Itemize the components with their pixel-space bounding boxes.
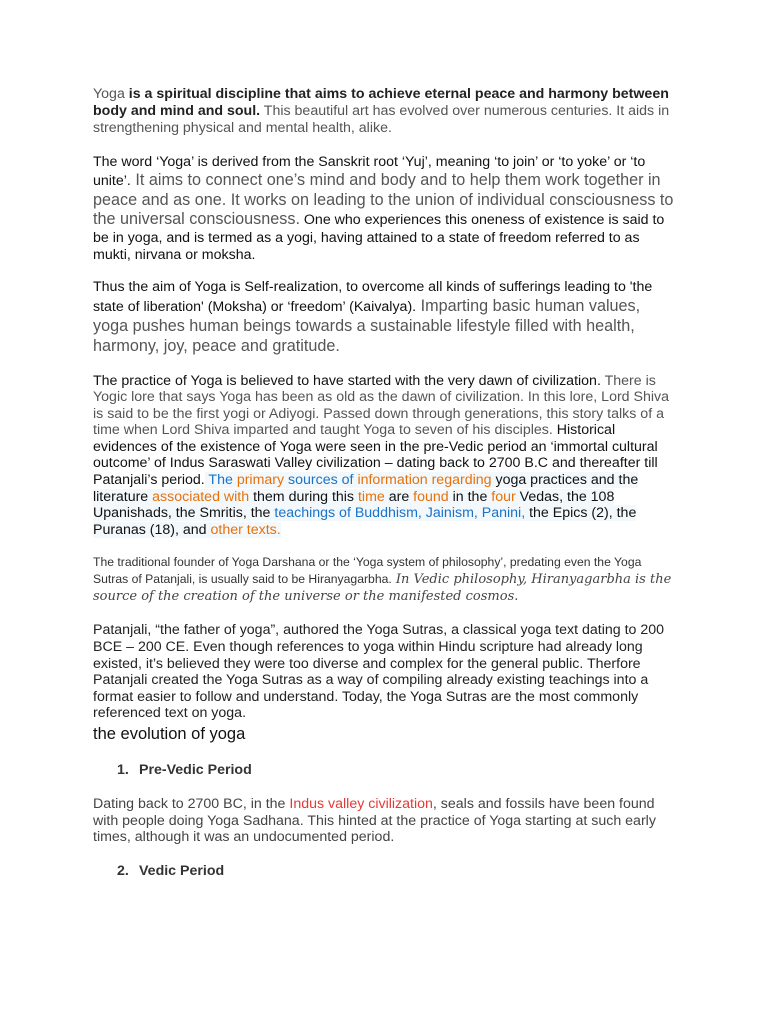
text-span: This beautiful art has evolved over numerous centuries. It aids in strengthening physical and mental health, alike. bbox=[93, 103, 670, 136]
text-span: Thus the aim of Yoga is Self-realization, to overcome all kinds of sufferings leading to 'the state of liberation' (Moksha) or ‘freedom’ (Kaivalya). bbox=[93, 278, 653, 315]
list-label: Vedic Period bbox=[139, 862, 225, 879]
list-number: 1. bbox=[117, 762, 129, 778]
paragraph-intro bbox=[93, 86, 679, 137]
link-other-texts[interactable]: other texts. bbox=[210, 521, 281, 538]
text-span: Vedas, the 108 Upanishads, the Smritis, the bbox=[93, 488, 615, 522]
link-associated-with[interactable]: associated with bbox=[152, 488, 250, 505]
italic-serif-text: In Vedic philosophy, Hiranyagarbha is the source of the creation of the universe or the manifested cosmos. bbox=[93, 572, 672, 605]
paragraph-founder bbox=[93, 554, 679, 605]
text-span: are bbox=[384, 488, 414, 505]
text-span: in the bbox=[448, 488, 492, 505]
paragraph-history bbox=[93, 373, 679, 539]
link-time[interactable]: time bbox=[357, 488, 385, 505]
link-four[interactable]: four bbox=[491, 488, 516, 505]
text-span: One who experiences this oneness of existence is said to be in yoga, and is termed as a yogi, having attained to a state of freedom referred to as mukti, nirvana or moksha. bbox=[93, 212, 665, 263]
text-span: , seals and fossils have been found with people doing Yoga Sadhana. This hinted at the practice of Yoga starting at such early times, although it was an undocumented period. bbox=[93, 796, 656, 846]
link-indus-valley[interactable]: Indus valley civilization bbox=[289, 796, 433, 812]
text-span: The word ‘Yoga’ is derived from the Sanskrit root ‘Yuj’, meaning ‘to join’ or ‘to yoke’ or ‘to unite’. bbox=[93, 154, 646, 189]
text-span: The bbox=[204, 472, 237, 489]
text-span: yoga practices and the literature bbox=[93, 472, 639, 505]
list-item-vedic bbox=[117, 863, 679, 880]
paragraph-etymology bbox=[93, 154, 679, 264]
text-span: Historical evidences of the existence of Yoga were seen in the pre-Vedic period an ‘immortal cultural outcome’ of Indus Saraswati Valley civilization – dating back to 2700 B.C and thereafter till Patanjali’s period. bbox=[93, 422, 658, 489]
document-body bbox=[93, 86, 679, 880]
paragraph-aim bbox=[93, 279, 679, 356]
list-number: 2. bbox=[117, 862, 129, 879]
text-span: sources of bbox=[284, 472, 358, 489]
large-text-span: Imparting basic human values, yoga pushes human beings towards a sustainable lifestyle filled with health, harmony, joy, peace and gratitude. bbox=[93, 296, 641, 355]
text-span: Dating back to 2700 BC, in the bbox=[93, 796, 290, 812]
section-heading: the evolution of yoga bbox=[93, 725, 246, 743]
paragraph-patanjali: Patanjali, “the father of yoga”, authored the Yoga Sutras, a classical yoga text dating to 200 BCE – 200 CE. Even though references to yoga within Hindu scripture had already long existed, it’s believed they were too diverse and complex for the general public. Therfore Patanjali created the Yoga Sutras as a way of compiling already existing teachings into a format easier to follow and understand. Today, the Yoga Sutras are the most commonly referenced text on yoga. bbox=[93, 622, 665, 722]
bold-text: is a spiritual discipline that aims to achieve eternal peace and harmony between body and mind and soul. bbox=[93, 86, 669, 119]
link-teachings[interactable]: teachings of Buddhism, Jainism, Panini, bbox=[274, 505, 526, 522]
text-span: the Epics (2), the Puranas (18), and bbox=[93, 505, 637, 538]
link-primary[interactable]: primary bbox=[236, 472, 285, 489]
list-item-pre-vedic bbox=[117, 762, 679, 779]
link-information-regarding[interactable]: information regarding bbox=[357, 472, 492, 489]
text-span: Yoga bbox=[93, 86, 129, 102]
text-span: There is Yogic lore that says Yoga has been as old as the dawn of civilization. In this lore, Lord Shiva is said to be the first yogi or Adiyogi. Passed down through generations, this story talks of a time when Lord Shiva imparted and taught Yoga to seven of his disciples. bbox=[93, 372, 670, 439]
paragraph-pre-vedic bbox=[93, 796, 679, 846]
text-span: The practice of Yoga is believed to have started with the very dawn of civilization. bbox=[93, 372, 601, 389]
large-text-span: It aims to connect one’s mind and body and to help them work together in peace and as one. It works on leading to the union of individual consciousness to the universal consciousness. bbox=[93, 171, 674, 228]
list-label: Pre-Vedic Period bbox=[139, 762, 252, 778]
text-span: The traditional founder of Yoga Darshana or the ‘Yoga system of philosophy’, predating even the Yoga Sutras of Patanjali, is usually said to be Hiranyagarbha. bbox=[93, 555, 642, 587]
text-span: them during this bbox=[249, 488, 358, 505]
link-found[interactable]: found bbox=[413, 488, 449, 505]
